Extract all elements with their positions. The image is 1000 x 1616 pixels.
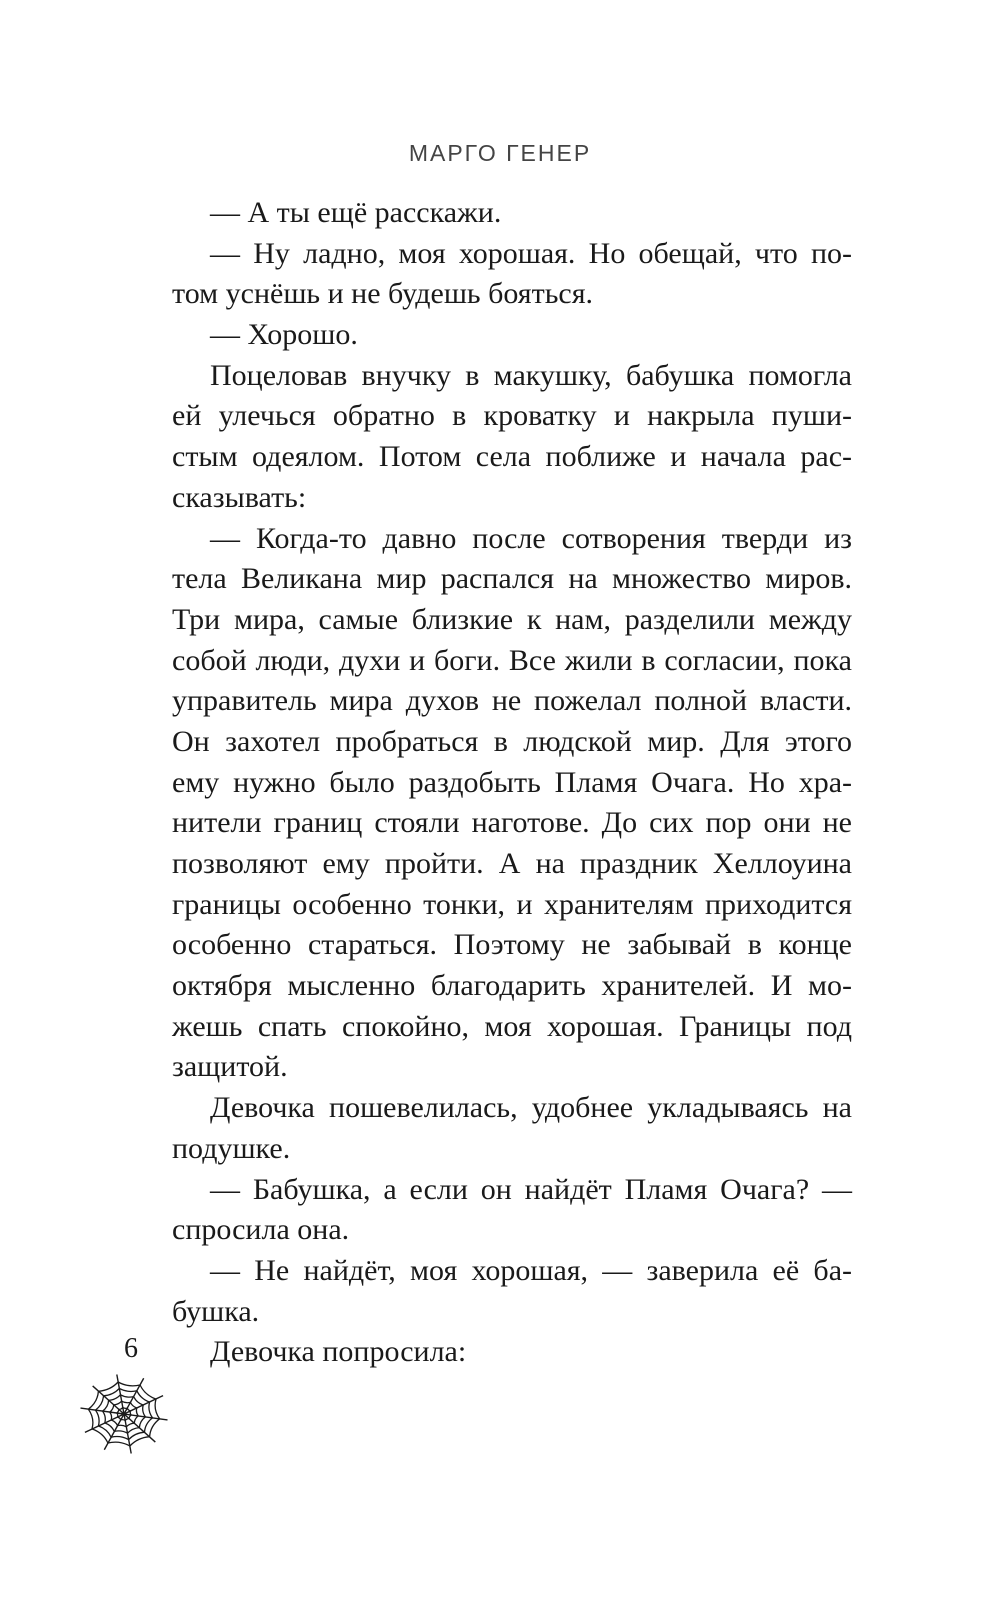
text-line: особенно стараться. Поэтому не забывай в конце	[172, 928, 852, 962]
text-line: — А ты ещё расскажи.	[210, 196, 502, 229]
text-line: октября мысленно благодарить хранителей. И мо-	[172, 969, 852, 1003]
text-line: сказывать:	[172, 480, 307, 514]
text-line: — Бабушка, а если он найдёт Пламя Очага? —	[210, 1172, 852, 1206]
text-line: тела Великана мир распался на множество миров.	[172, 562, 852, 596]
text-line: Девочка пошевелилась, удобнее укладываясь на	[210, 1091, 852, 1125]
text-line: Он захотел пробраться в людской мир. Для этого	[172, 724, 852, 758]
text-line: том уснёшь и не будешь бояться.	[172, 277, 594, 311]
text-line: собой люди, духи и боги. Все жили в согласии, пока	[172, 643, 852, 677]
text-line: — Когда-то давно после сотворения тверди из	[210, 521, 852, 555]
text-line: — Ну ладно, моя хорошая. Но обещай, что по-	[210, 236, 852, 270]
text-line: ей улечься обратно в кроватку и накрыла пуши-	[172, 399, 852, 433]
text-line: позволяют ему пройти. А на праздник Хеллоуина	[172, 847, 852, 880]
body-text	[172, 193, 852, 1373]
text-line: жешь спать спокойно, моя хорошая. Границы под	[172, 1009, 852, 1043]
text-line: — Не найдёт, моя хорошая, — заверила её ба-	[210, 1253, 852, 1287]
text-line: бушка.	[172, 1294, 260, 1328]
text-line: Три мира, самые близкие к нам, разделили между	[172, 602, 852, 636]
text-line: ему нужно было раздобыть Пламя Очага. Но хра-	[172, 765, 852, 799]
text-line: управитель мира духов не пожелал полной власти.	[172, 684, 852, 718]
text-line: подушке.	[172, 1131, 291, 1165]
page-number: 6	[124, 1333, 138, 1364]
text-line: границы особенно тонки, и хранителям приходится	[172, 887, 852, 921]
text-line: Поцеловав внучку в макушку, бабушка помогла	[210, 358, 852, 392]
text-line: спросила она.	[172, 1213, 350, 1247]
spiderweb-icon	[79, 1374, 169, 1454]
text-line: нители границ стояли наготове. До сих пор они не	[172, 806, 852, 840]
text-line: защитой.	[172, 1050, 288, 1084]
running-head: МАРГО ГЕНЕР	[408, 140, 592, 166]
text-line: — Хорошо.	[210, 318, 358, 352]
text-line: Девочка попросила:	[210, 1335, 467, 1369]
text-line: стым одеялом. Потом села поближе и начала рас-	[172, 440, 852, 474]
